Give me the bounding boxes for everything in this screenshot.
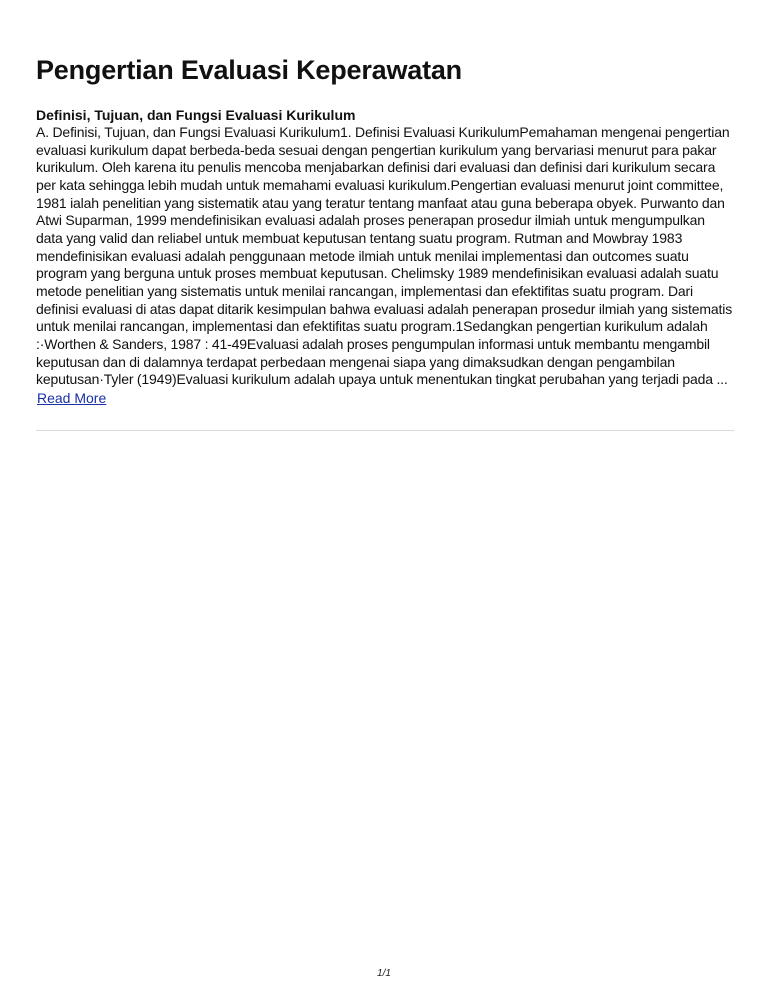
divider bbox=[36, 430, 734, 431]
read-more-link[interactable]: Read More bbox=[37, 389, 107, 406]
page-title: Pengertian Evaluasi Keperawatan bbox=[36, 55, 462, 85]
page-number: 1/1 bbox=[377, 968, 391, 979]
article-heading: Definisi, Tujuan, dan Fungsi Evaluasi Kurikulum bbox=[36, 107, 356, 123]
article-body: A. Definisi, Tujuan, dan Fungsi Evaluasi Kurikulum1. Definisi Evaluasi KurikulumPemahaman mengenai pengertian evaluasi kurikulum dapat berbeda-beda sesuai dengan pengertian kurikulum yang bervariasi menurut para pakar kurikulum. Oleh karena itu penulis mencoba menjabarkan definisi dari evaluasi dan definisi dari kurikulum secara per kata sehingga lebih mudah untuk memahami evaluasi kurikulum.Pengertian evaluasi menurut joint committee, 1981 ialah penelitian yang sistematik atau yang teratur tentang manfaat atau guna beberapa obyek. Purwanto dan Atwi Suparman, 1999 mendefinisikan evaluasi adalah proses penerapan prosedur ilmiah untuk mengumpulkan data yang valid dan reliabel untuk membuat keputusan tentang suatu program. Rutman and Mowbray 1983 mendefinisikan evaluasi adalah penggunaan metode ilmiah untuk menilai implementasi dan outcomes suatu program yang berguna untuk proses membuat keputusan. Chelimsky 1989 mendefinisikan evaluasi adalah suatu metode penelitian yang sistematis untuk menilai rancangan, implementasi dan efektifitas suatu program. Dari definisi evaluasi di atas dapat ditarik kesimpulan bahwa evaluasi adalah penerapan prosedur ilmiah yang sistematis untuk menilai rancangan, implementasi dan efektifitas suatu program.1Sedangkan pengertian kurikulum adalah :·Worthen & Sanders, 1987 : 41-49Evaluasi adalah proses pengumpulan informasi untuk membantu mengambil keputusan dan di dalamnya terdapat perbedaan mengenai siapa yang dimaksudkan dengan pengambilan keputusan·Tyler (1949)Evaluasi kurikulum adalah upaya untuk menentukan tingkat perubahan yang terjadi pada ... bbox=[36, 124, 733, 388]
article-entry bbox=[36, 106, 734, 408]
